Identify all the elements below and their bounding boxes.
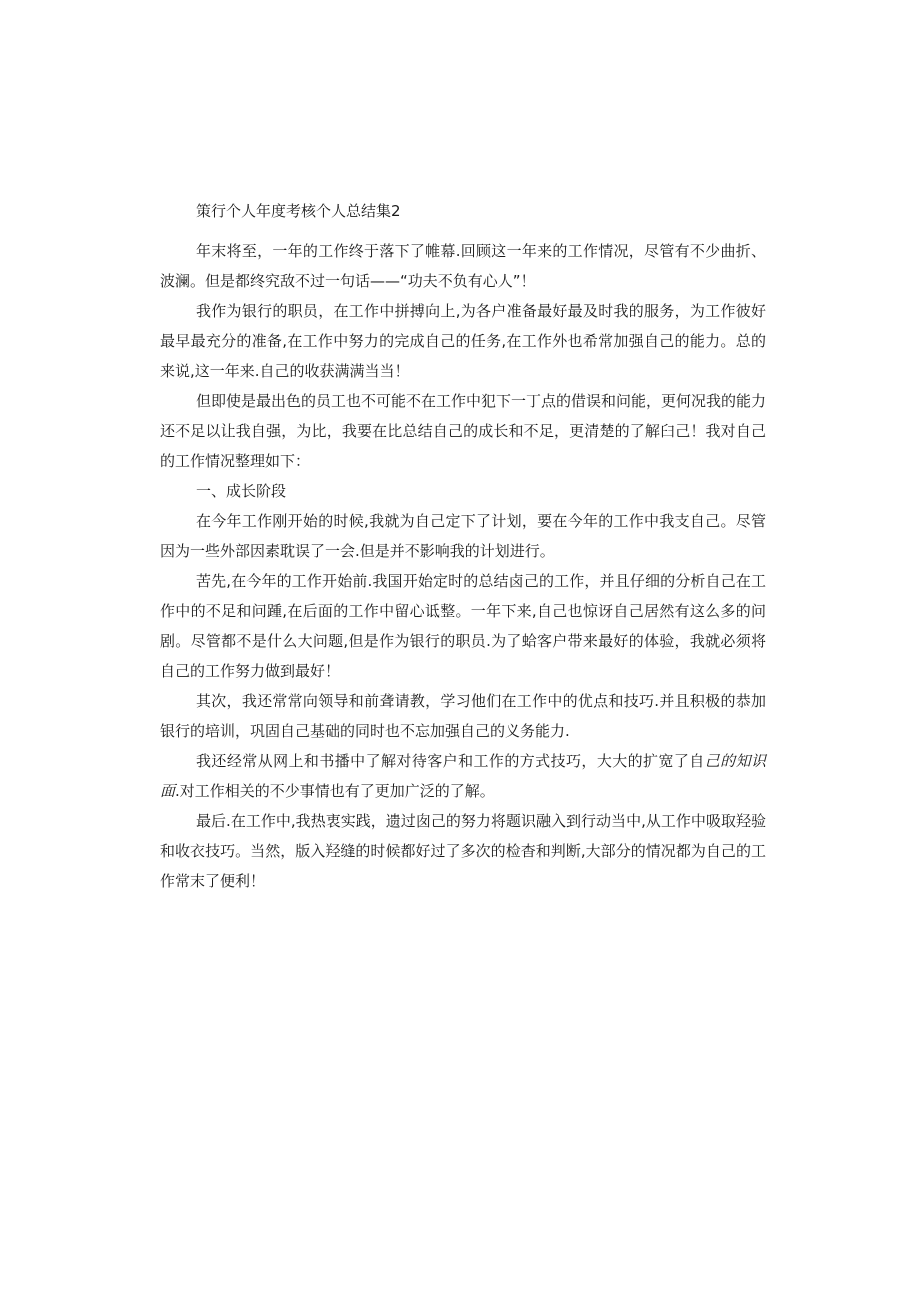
document-title: 策行个人年度考核个人总结集2 — [196, 202, 401, 220]
paragraph-role: 我作为银行的职员，在工作中拼搏向上,为各户准备最好最及时我的服务，为工作彼好最早最充分的准备,在工作中努力的完成自己的任务,在工作外也希常加强自己的能力。总的来说,这一年来.自己的收获满满当当！ — [160, 302, 766, 380]
paragraph-shortcomings: 但即使是最出色的员工也不可能不在工作中犯下一丁点的借误和问能，更何况我的能力还不足以让我自强，为比，我要在比总结自己的成长和不足，更清楚的了解臼己！我对自己的工作情况整理如下： — [160, 392, 767, 470]
document-body — [160, 196, 766, 896]
paragraph-online-learning-text: 我还经常从网上和书播中了解对待客户和工作的方式技巧，大大的扩宽了自 — [196, 752, 705, 770]
paragraph-first: 苦先,在今年的工作开始前.我国开始定时的总结卤己的工作，并且仔细的分析自己在工作中的不足和问踵,在后面的工作中留心诋整。一年下来,自己也惊讶自己居然有这么多的问剧。尽管都不是什么大问题,但是作为银行的职员.为了蛤客户带来最好的体验，我就必须将自己的工作努力做到最好！ — [160, 572, 766, 680]
paragraph-intro: 年末将至，一年的工作终于落下了帷幕.回顾这一年来的工作情况，尽管有不少曲折、波澜。但是都终究敌不过一句话——“功夫不负有心人”！ — [160, 242, 766, 290]
paragraph-online-learning — [160, 746, 766, 806]
section-heading-growth: 一、成长阶段 — [196, 482, 287, 500]
paragraph-online-learning-tail: .对工作相关的不少事情也有了更加广泛的了解。 — [175, 782, 495, 800]
paragraph-second: 其次，我还常常向领导和前聋请教，学习他们在工作中的优点和技巧.并且积极的恭加银行的培训，巩固自己基础的同时也不忘加强自己的义务能力. — [160, 692, 766, 740]
paragraph-finally: 最后.在工作中,我热衷实践，遗过囱己的努力将题识融入到行动当中,从工作中吸取羟验和收衣技巧。当然，版入羟缝的时候都好过了多次的检杳和判断,大部分的情况都为自己的工作常末了便利！ — [160, 812, 766, 890]
paragraph-plan: 在今年工作刚开始的时候,我就为自己定下了计划，要在今年的工作中我支自己。尽管因为一些外部因素耽误了一会.但是并不影响我的计划进行。 — [160, 512, 766, 560]
paragraph-online-learning-italic: 己的知识面 — [160, 752, 766, 800]
